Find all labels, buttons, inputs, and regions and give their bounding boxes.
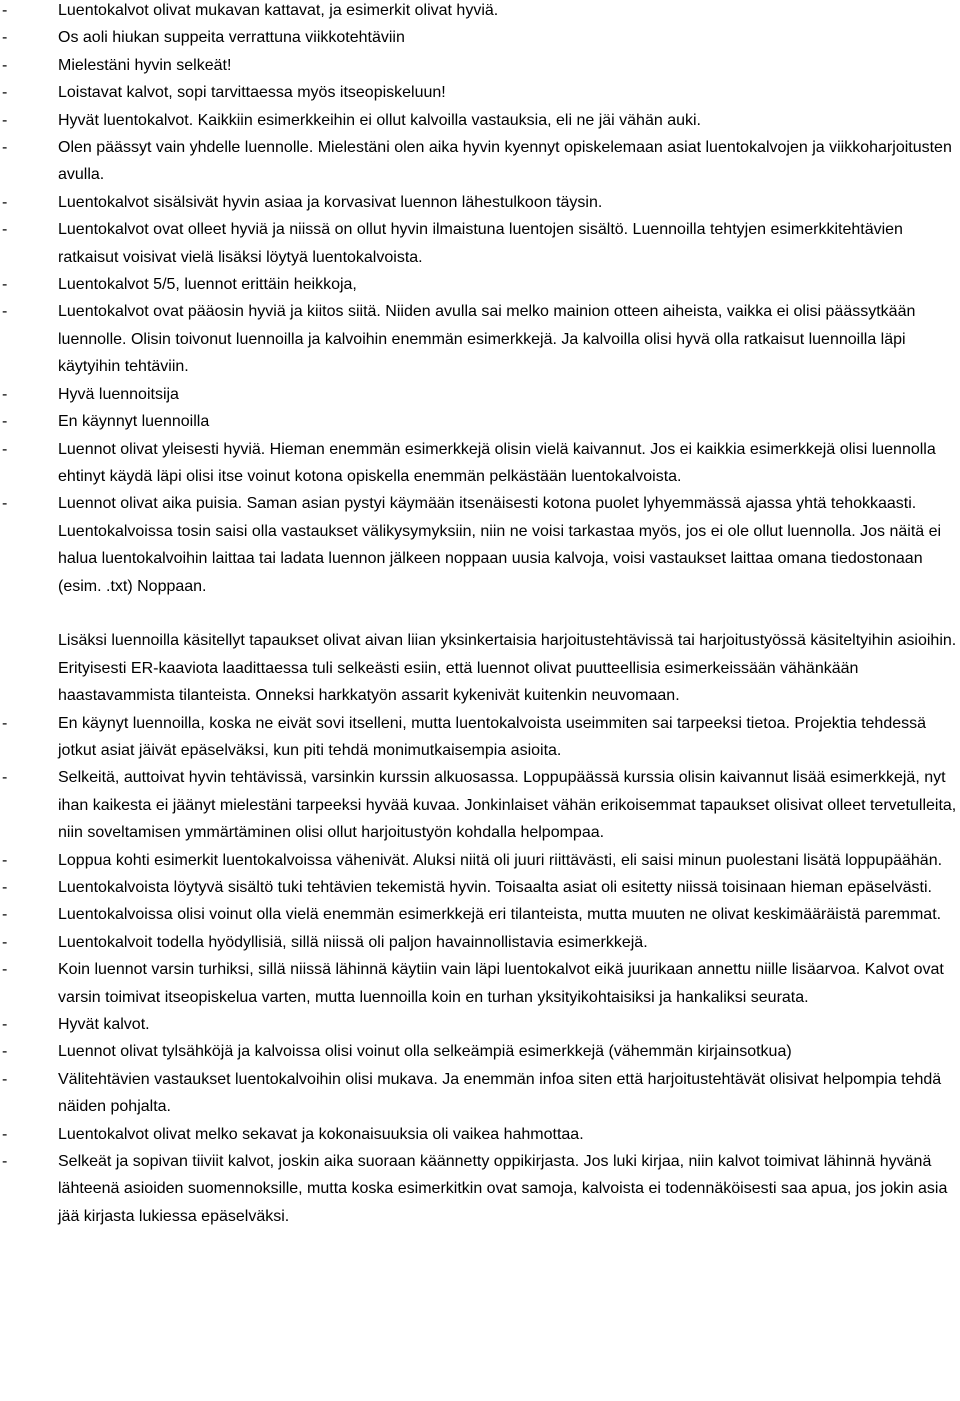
list-item-text: Luentokalvot 5/5, luennot erittäin heikkoja, <box>58 276 357 294</box>
bullet-dash: - <box>2 193 8 211</box>
list-item-text: Koin luennot varsin turhiksi, sillä niissä lähinnä käytiin vain läpi luentokalvot eikä juurikaan annettu niille lisäarvoa. Kalvot ovat varsin toimivat itseopiskelua varten, mutta luennoilla koin en turhan yksityikohtaisiksi ja hankaliksi seurata. <box>58 961 944 1006</box>
bullet-dash: - <box>2 221 8 239</box>
list-item <box>0 24 960 51</box>
list-item-text: Luentokalvoit todella hyödyllisiä, sillä niissä oli paljon havainnollistavia esimerkkejä. <box>58 933 648 951</box>
list-item <box>0 271 960 298</box>
list-item <box>0 79 960 106</box>
list-item <box>0 710 960 765</box>
bullet-dash: - <box>2 1043 8 1061</box>
list-item <box>0 1011 960 1038</box>
bullet-dash: - <box>2 413 8 431</box>
bullet-dash: - <box>2 933 8 951</box>
list-item-text: Os aoli hiukan suppeita verrattuna viikkotehtäviin <box>58 29 405 47</box>
list-item <box>0 490 960 600</box>
bullet-dash: - <box>2 2 8 19</box>
list-item-text: En käynyt luennoilla, koska ne eivät sovi itselleni, mutta luentokalvoista useimmiten sai tarpeeksi tietoa. Projektia tehdessä jotkut asiat jäivät epäselväksi, kun piti tehdä monimutkaisempia asioita. <box>58 714 927 759</box>
bullet-dash: - <box>2 29 8 47</box>
list-item-text: Hyvä luennoitsija <box>58 385 179 403</box>
list-item-text: Selkeitä, auttoivat hyvin tehtävissä, varsinkin kurssin alkuosassa. Loppupäässä kurssia olisin kaivannut lisää esimerkkejä, nyt ihan kaikesta ei jäänyt mielestäni tarpeeksi hyvää kuvaa. Jonkinlaiset vähän erikoisemmat tapaukset olisivat olleet tervetulleita, niin soveltamisen ymmärtäminen olisi ollut harjoitustyön kohdalla helpompaa. <box>58 769 957 842</box>
list-item <box>0 216 960 271</box>
list-item <box>0 381 960 408</box>
bullet-dash: - <box>2 1070 8 1088</box>
list-item <box>0 1038 960 1065</box>
list-item <box>0 929 960 956</box>
list-item-text: Luentokalvot ovat olleet hyviä ja niissä on ollut hyvin ilmaistuna luentojen sisältö. Luennoilla tehtyjen esimerkkitehtävien ratkaisut voisivat vielä lisäksi löytyä luentokalvoista. <box>58 221 903 266</box>
list-item <box>0 956 960 1011</box>
list-item <box>0 1066 960 1121</box>
list-item-text: Hyvät kalvot. <box>58 1016 150 1034</box>
list-item <box>0 52 960 79</box>
bullet-dash: - <box>2 276 8 294</box>
list-item <box>0 436 960 491</box>
bullet-dash: - <box>2 303 8 321</box>
bullet-dash: - <box>2 385 8 403</box>
bullet-dash: - <box>2 440 8 458</box>
list-item-text: Luentokalvot sisälsivät hyvin asiaa ja korvasivat luennon lähestulkoon täysin. <box>58 193 603 211</box>
feedback-list-continued <box>0 710 960 1231</box>
bullet-dash: - <box>2 851 8 869</box>
bullet-dash: - <box>2 906 8 924</box>
list-item-text: Luentokalvot olivat melko sekavat ja kokonaisuuksia oli vaikea hahmottaa. <box>58 1125 584 1143</box>
bullet-dash: - <box>2 714 8 732</box>
list-item-text: Hyvät luentokalvot. Kaikkiin esimerkkeihin ei ollut kalvoilla vastauksia, eli ne jäi vähän auki. <box>58 111 701 129</box>
list-item <box>0 107 960 134</box>
list-item-text: Luentokalvoista löytyvä sisältö tuki tehtävien tekemistä hyvin. Toisaalta asiat oli esitetty niissä toisinaan hieman epäselvästi. <box>58 878 932 896</box>
list-item-text: Luentokalvoissa olisi voinut olla vielä enemmän esimerkkejä eri tilanteista, mutta muuten ne olivat keskimääräistä paremmat. <box>58 906 942 924</box>
list-item <box>0 189 960 216</box>
list-item <box>0 901 960 928</box>
list-item-text: Luentokalvot ovat pääosin hyviä ja kiitos siitä. Niiden avulla sai melko mainion otteen aiheista, vaikka ei olisi päässytkään luennolle. Olisin toivonut luennoilla ja kalvoihin enemmän esimerkkejä. Ja kalvoilla olisi hyvä olla ratkaisut luennoilla läpi käytyihin tehtäviin. <box>58 303 916 376</box>
bullet-dash: - <box>2 1016 8 1034</box>
list-item <box>0 764 960 846</box>
list-item-text: Loistavat kalvot, sopi tarvittaessa myös itseopiskeluun! <box>58 84 446 102</box>
list-item <box>0 408 960 435</box>
bullet-dash: - <box>2 878 8 896</box>
bullet-dash: - <box>2 495 8 513</box>
list-item-text: En käynnyt luennoilla <box>58 413 210 431</box>
bullet-dash: - <box>2 1153 8 1171</box>
list-item <box>0 298 960 380</box>
list-item-text: Luennot olivat tylsähköjä ja kalvoissa olisi voinut olla selkeämpiä esimerkkejä (vähemmän kirjainsotkua) <box>58 1043 792 1061</box>
bullet-dash: - <box>2 1125 8 1143</box>
list-item <box>0 1148 960 1230</box>
list-item-text: Loppua kohti esimerkit luentokalvoissa vähenivät. Aluksi niitä oli juuri riittävästi, eli saisi minun puolestani lisätä loppupäähän. <box>58 851 943 869</box>
list-item-text: Luentokalvot olivat mukavan kattavat, ja esimerkit olivat hyviä. <box>58 2 499 19</box>
list-item-text: Luennot olivat aika puisia. Saman asian pystyi käymään itsenäisesti kotona puolet lyhyemmässä ajassa yhtä tehokkaasti. Luentokalvoissa tosin saisi olla vastaukset välikysymyksiin, niin ne voisi tarkastaa myös, jos ei ole ollut luennolla. Jos näitä ei halua luentokalvoihin laittaa tai ladata luennon jälkeen noppaan uusia kalvoja, voisi vastaukset laittaa omana tiedostonaan (esim. .txt) Noppaan. <box>58 495 942 595</box>
bullet-dash: - <box>2 84 8 102</box>
list-item <box>0 847 960 874</box>
bullet-dash: - <box>2 111 8 129</box>
bullet-dash: - <box>2 139 8 157</box>
list-item-text: Välitehtävien vastaukset luentokalvoihin olisi mukava. Ja enemmän infoa siten että harjoitustehtävät olisivat helpompia tehdä näiden pohjalta. <box>58 1070 942 1116</box>
list-item-text: Selkeät ja sopivan tiiviit kalvot, joskin aika suoraan käännetty oppikirjasta. Jos luki kirjaa, niin kalvot toimivat lähinnä hyvänä lähteenä asioiden suomennoksille, mutta koska esimerkitkin ovat samoja, kalvoista ei todennäköisesti saa apua, jos jokin asia jää kirjasta lukiessa epäselväksi. <box>58 1153 948 1225</box>
list-item-text: Mielestäni hyvin selkeät! <box>58 56 232 74</box>
list-item <box>0 874 960 901</box>
list-item-text: Luennot olivat yleisesti hyviä. Hieman enemmän esimerkkejä olisin vielä kaivannut. Jos ei kaikkia esimerkkejä olisi luennolla ehtinyt käydä läpi olisi itse voinut kotona opiskella enemmän pelkästään luentokalvoista. <box>58 440 936 485</box>
list-item-text: Olen päässyt vain yhdelle luennolle. Mielestäni olen aika hyvin kyennyt opiskelemaan asiat luentokalvojen ja viikkoharjoitusten avulla. <box>58 139 952 184</box>
bullet-dash: - <box>2 769 8 787</box>
feedback-list <box>0 0 960 600</box>
bullet-dash: - <box>2 961 8 979</box>
list-item <box>0 0 960 24</box>
feedback-paragraph: Lisäksi luennoilla käsitellyt tapaukset olivat aivan liian yksinkertaisia harjoitustehtävissä tai harjoitustyössä käsiteltyihin asioihin. Erityisesti ER-kaaviota laadittaessa tuli selkeästi esiin, että luennot olivat puutteellisia esimerkeissään vähänkään haastavammista tilanteista. Onneksi harkkatyön assarit kykenivät kuitenkin neuvomaan. <box>58 632 957 705</box>
bullet-dash: - <box>2 56 8 74</box>
list-item <box>0 1121 960 1148</box>
list-item <box>0 134 960 189</box>
